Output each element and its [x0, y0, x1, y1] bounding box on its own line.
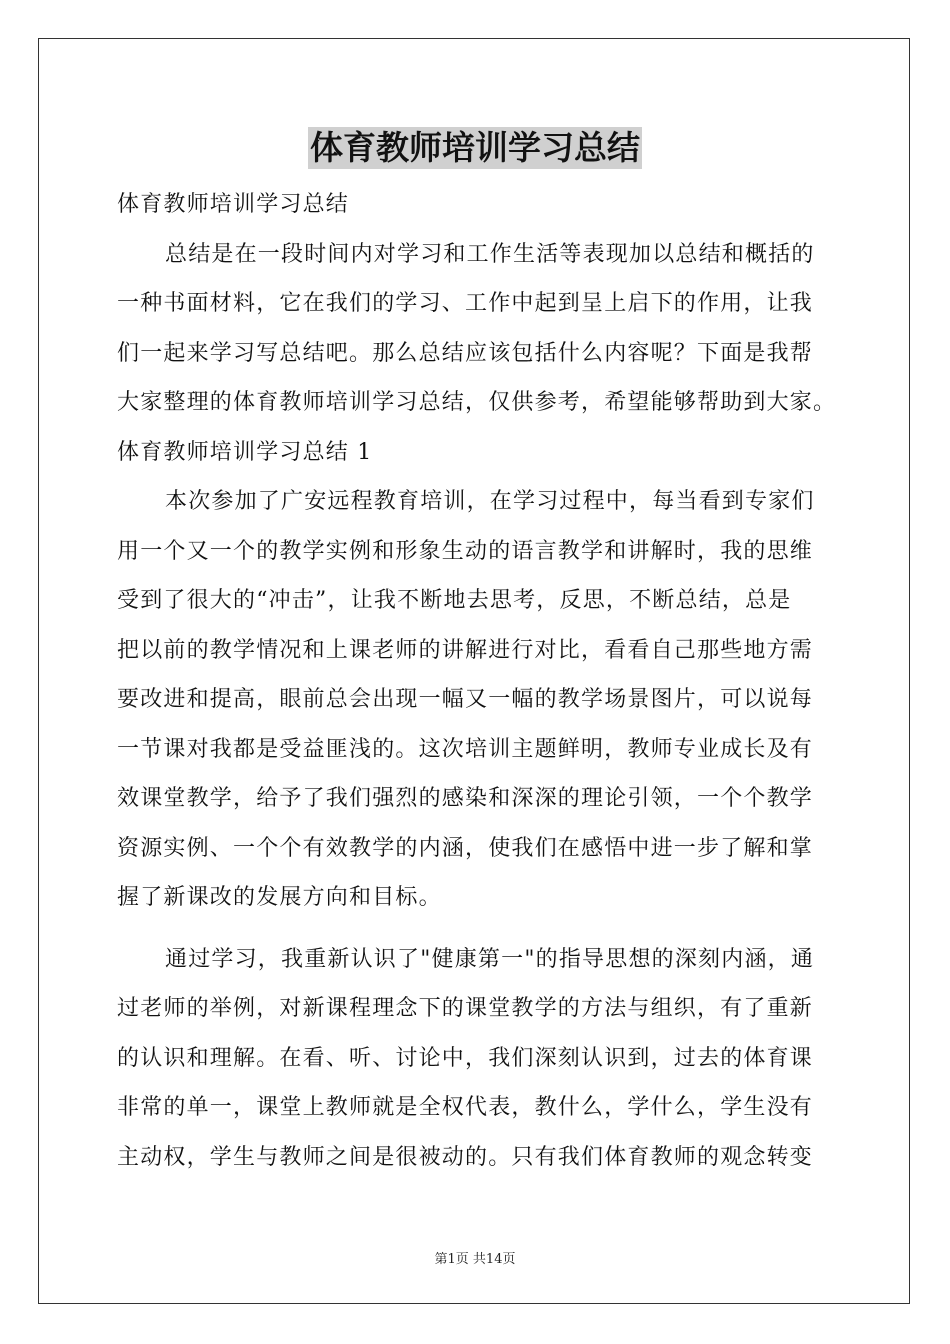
- paragraph-line: 本次参加了广安远程教育培训，在学习过程中，每当看到专家们: [165, 489, 815, 514]
- paragraph-line: 受到了很大的“冲击”，让我不断地去思考，反思，不断总结，总是: [117, 588, 792, 613]
- paragraph-line: 大家整理的体育教师培训学习总结，仅供参考，希望能够帮助到大家。: [117, 390, 837, 415]
- paragraph-line: 效课堂教学，给予了我们强烈的感染和深深的理论引领，一个个教学: [117, 786, 814, 811]
- paragraph-line: 一种书面材料，它在我们的学习、工作中起到呈上启下的作用，让我: [117, 291, 814, 316]
- paragraph-line: 总结是在一段时间内对学习和工作生活等表现加以总结和概括的: [165, 241, 815, 267]
- document-title: 体育教师培训学习总结: [310, 128, 640, 167]
- paragraph-line: 通过学习，我重新认识了"健康第一"的指导思想的深刻内涵，通: [165, 946, 815, 972]
- paragraph-line: 的认识和理解。在看、听、讨论中，我们深刻认识到，过去的体育课: [117, 1045, 814, 1071]
- paragraph-line: 握了新课改的发展方向和目标。: [117, 885, 442, 910]
- document-subtitle: 体育教师培训学习总结: [117, 192, 350, 217]
- paragraph-line: 主动权，学生与教师之间是很被动的。只有我们体育教师的观念转变: [117, 1144, 814, 1170]
- document-body: [117, 180, 839, 1182]
- paragraph-line: 要改进和提高，眼前总会出现一幅又一幅的教学场景图片，可以说每: [117, 687, 814, 712]
- paragraph-line: 资源实例、一个个有效教学的内涵，使我们在感悟中进一步了解和掌: [117, 835, 814, 861]
- section-heading: 体育教师培训学习总结 1: [117, 439, 373, 465]
- paragraph-line: 非常的单一，课堂上教师就是全权代表，教什么，学什么，学生没有: [117, 1095, 814, 1120]
- page-footer: 第1页 共14页: [434, 1252, 516, 1267]
- paragraph-line: 用一个又一个的教学实例和形象生动的语言教学和讲解时，我的思维: [117, 538, 814, 564]
- paragraph-line: 过老师的举例，对新课程理念下的课堂教学的方法与组织，有了重新: [117, 996, 814, 1021]
- paragraph-spacer: [117, 923, 839, 935]
- title-container: [0, 127, 950, 169]
- paragraph-line: 一节课对我都是受益匪浅的。这次培训主题鲜明，教师专业成长及有: [117, 736, 814, 762]
- paragraph-line: 们一起来学习写总结吧。那么总结应该包括什么内容呢？下面是我帮: [117, 340, 814, 366]
- paragraph-line: 把以前的教学情况和上课老师的讲解进行对比，看看自己那些地方需: [117, 637, 814, 663]
